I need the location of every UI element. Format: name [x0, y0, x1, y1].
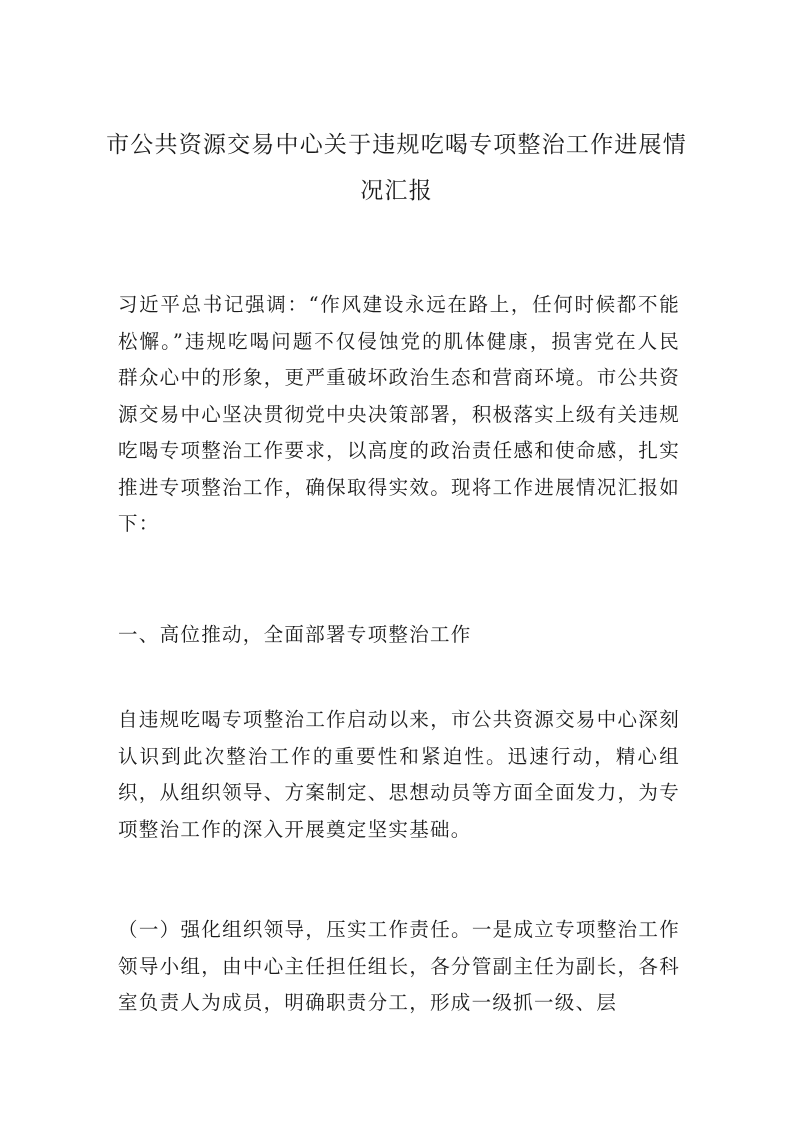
subsection-paragraph: （一）强化组织领导，压实工作责任。一是成立专项整治工作领导小组，由中心主任担任组长，各分管副主任为副长，各科室负责人为成员，明确职责分工，形成一级抓一级、层 [118, 918, 680, 1014]
section-body-paragraph: 自违规吃喝专项整治工作启动以来，市公共资源交易中心深刻认识到此次整治工作的重要性和紧迫性。迅速行动，精心组织，从组织领导、方案制定、思想动员等方面全面发力，为专项整治工作的深入开展奠定坚实基础。 [118, 708, 680, 841]
section-heading: 一、高位推动，全面部署专项整治工作 [118, 623, 472, 646]
document-title: 市公共资源交易中心关于违规吃喝专项整治工作进展情况汇报 [106, 132, 687, 204]
intro-paragraph: 习近平总书记强调：“作风建设永远在路上，任何时候都不能松懈。”违规吃喝问题不仅侵蚀党的肌体健康，损害党在人民群众心中的形象，更严重破坏政治生态和营商环境。市公共资源交易中心坚决贯彻党中央决策部署，积极落实上级有关违规吃喝专项整治工作要求，以高度的政治责任感和使命感，扎实推进专项整治工作，确保取得实效。现将工作进展情况汇报如下： [118, 293, 680, 535]
